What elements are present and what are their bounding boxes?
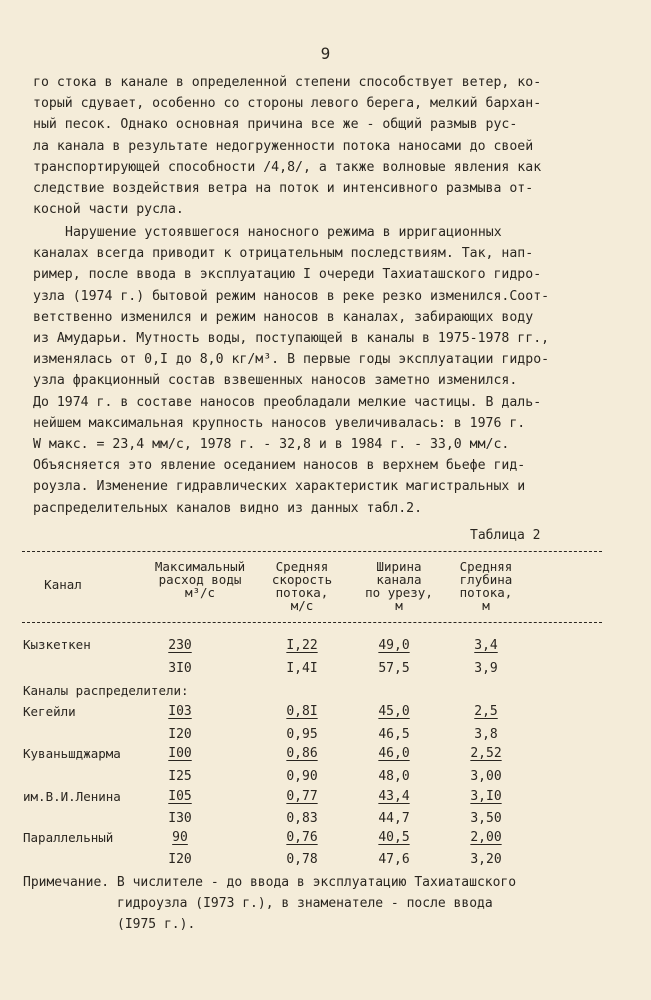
denominator-cell: I,4I <box>286 661 318 676</box>
text-line: ла канала в результате недогруженности потока наносами до своей <box>33 138 534 154</box>
denominator-cell: 46,5 <box>378 727 410 742</box>
paragraph-2 <box>33 222 623 519</box>
paragraph-1 <box>33 72 623 220</box>
text-line: роузла. Изменение гидравлических характеристик магистральных и <box>33 479 526 495</box>
header-line: канала <box>376 572 422 587</box>
table-note <box>23 872 623 935</box>
numerator-cell: 0,76 <box>286 830 318 845</box>
header-line: скорость <box>271 572 333 587</box>
table-header-rule <box>22 622 602 623</box>
numerator-cell: 2,5 <box>474 704 498 719</box>
header-line: Средняя <box>459 559 513 574</box>
numerator-cell: 0,86 <box>286 746 318 761</box>
text-line: из Амударьи. Мутность воды, поступающей в каналы в 1975-1978 гг., <box>33 331 550 347</box>
text-line: косной части русла. <box>33 202 184 218</box>
row-name: Кегейли <box>23 704 76 719</box>
header-depth <box>446 560 526 612</box>
numerator-cell: 3,4 <box>474 638 498 653</box>
text-line: го стока в канале в определенной степени способствует ветер, ко- <box>33 75 542 90</box>
note-line: (I975 г.). <box>117 917 196 932</box>
numerator-cell: 230 <box>168 638 192 653</box>
row-name: им.В.И.Ленина <box>23 789 121 804</box>
denominator-cell: 3,20 <box>470 852 502 867</box>
header-line: м <box>482 598 490 613</box>
header-line: потока, <box>459 585 513 600</box>
numerator-cell: I05 <box>168 789 192 804</box>
header-line: Максимальный <box>154 559 246 574</box>
table-top-rule <box>22 551 602 552</box>
text-line: нейшем максимальная крупность наносов увеличивалась: в 1976 г. <box>33 415 526 431</box>
numerator-cell: I03 <box>168 704 192 719</box>
header-line: Ширина <box>376 559 422 574</box>
denominator-cell: 3I0 <box>168 661 192 676</box>
text-line: торый сдувает, особенно со стороны левого берега, мелкий бархан- <box>33 96 542 112</box>
denominator-cell: 3,8 <box>474 727 498 742</box>
text-line: каналах всегда приводит к отрицательным последствиям. Так, нап- <box>33 246 534 262</box>
numerator-cell: 2,52 <box>470 746 502 761</box>
header-line: м/с <box>290 598 314 613</box>
numerator-cell: 3,I0 <box>470 789 502 804</box>
text-line: ный песок. Однако основная причина все же - общий размыв рус- <box>33 117 518 133</box>
denominator-cell: I20 <box>168 852 192 867</box>
numerator-cell: 43,4 <box>378 789 410 804</box>
numerator-cell: 0,77 <box>286 789 318 804</box>
header-canal: Канал <box>44 577 82 592</box>
text-line: узла (1974 г.) бытовой режим наносов в реке резко изменился.Соот- <box>33 288 550 304</box>
header-line: потока, <box>275 585 329 600</box>
denominator-cell: I25 <box>168 769 192 784</box>
numerator-cell: 45,0 <box>378 704 410 719</box>
denominator-cell: 3,9 <box>474 661 498 676</box>
denominator-cell: I30 <box>168 811 192 826</box>
numerator-cell: 90 <box>172 830 188 845</box>
header-line: м <box>395 598 403 613</box>
text-line: Нарушение устоявшегося наносного режима в ирригационных <box>65 225 502 240</box>
text-line: W макс. = 23,4 мм/с, 1978 г. - 32,8 и в 1984 г. - 33,0 мм/с. <box>33 437 510 453</box>
denominator-cell: 3,00 <box>470 769 502 784</box>
numerator-cell: 49,0 <box>378 638 410 653</box>
denominator-cell: 0,78 <box>286 852 318 867</box>
text-line: узла фракционный состав взвешенных наносов заметно изменился. <box>33 373 518 389</box>
header-line: м³/с <box>184 585 216 600</box>
numerator-cell: 46,0 <box>378 746 410 761</box>
text-line: ример, после ввода в эксплуатацию I очереди Тахиаташского гидро- <box>33 267 542 283</box>
denominator-cell: 0,95 <box>286 727 318 742</box>
header-discharge <box>140 560 260 599</box>
text-line: распределительных каналов видно из данных табл.2. <box>33 500 423 516</box>
row-name: Кызкеткен <box>23 637 91 652</box>
row-name: Параллельный <box>23 830 114 845</box>
denominator-cell: 44,7 <box>378 811 410 826</box>
text-line: изменялась от 0,I до 8,0 кг/м³. В первые годы эксплуатации гидро- <box>33 352 550 368</box>
page-number: 9 <box>320 44 331 63</box>
text-line: ветственно изменился и режим наносов в каналах, забирающих воду <box>33 309 534 325</box>
note-line: Примечание. В числителе - до ввода в эксплуатацию Тахиаташского <box>23 875 517 890</box>
denominator-cell: I20 <box>168 727 192 742</box>
text-line: Объясняется это явление оседанием наносов в верхнем бьефе гид- <box>33 458 526 474</box>
text-line: транспортирующей способности /4,8/, а также волновые явления как <box>33 159 542 175</box>
header-line: Средняя <box>275 559 329 574</box>
numerator-cell: 0,8I <box>286 704 318 719</box>
denominator-cell: 0,83 <box>286 811 318 826</box>
row-name: Куваньшджарма <box>23 746 121 761</box>
numerator-cell: 40,5 <box>378 830 410 845</box>
denominator-cell: 0,90 <box>286 769 318 784</box>
numerator-cell: I00 <box>168 746 192 761</box>
header-line: расход воды <box>158 572 242 587</box>
header-line: по урезу, <box>365 585 433 600</box>
header-line: глубина <box>459 572 513 587</box>
numerator-cell: 2,00 <box>470 830 502 845</box>
text-line: До 1974 г. в составе наносов преобладали мелкие частицы. В даль- <box>33 394 542 410</box>
header-width <box>354 560 444 612</box>
numerator-cell: I,22 <box>286 638 318 653</box>
denominator-cell: 48,0 <box>378 769 410 784</box>
note-line: гидроузла (I973 г.), в знаменателе - после ввода <box>117 896 493 911</box>
denominator-cell: 57,5 <box>378 661 410 676</box>
denominator-cell: 3,50 <box>470 811 502 826</box>
text-line: следствие воздействия ветра на поток и интенсивного размыва от- <box>33 181 534 197</box>
table-title: Таблица 2 <box>470 528 541 543</box>
group-label: Каналы распределители: <box>23 683 189 698</box>
header-velocity <box>262 560 342 612</box>
denominator-cell: 47,6 <box>378 852 410 867</box>
